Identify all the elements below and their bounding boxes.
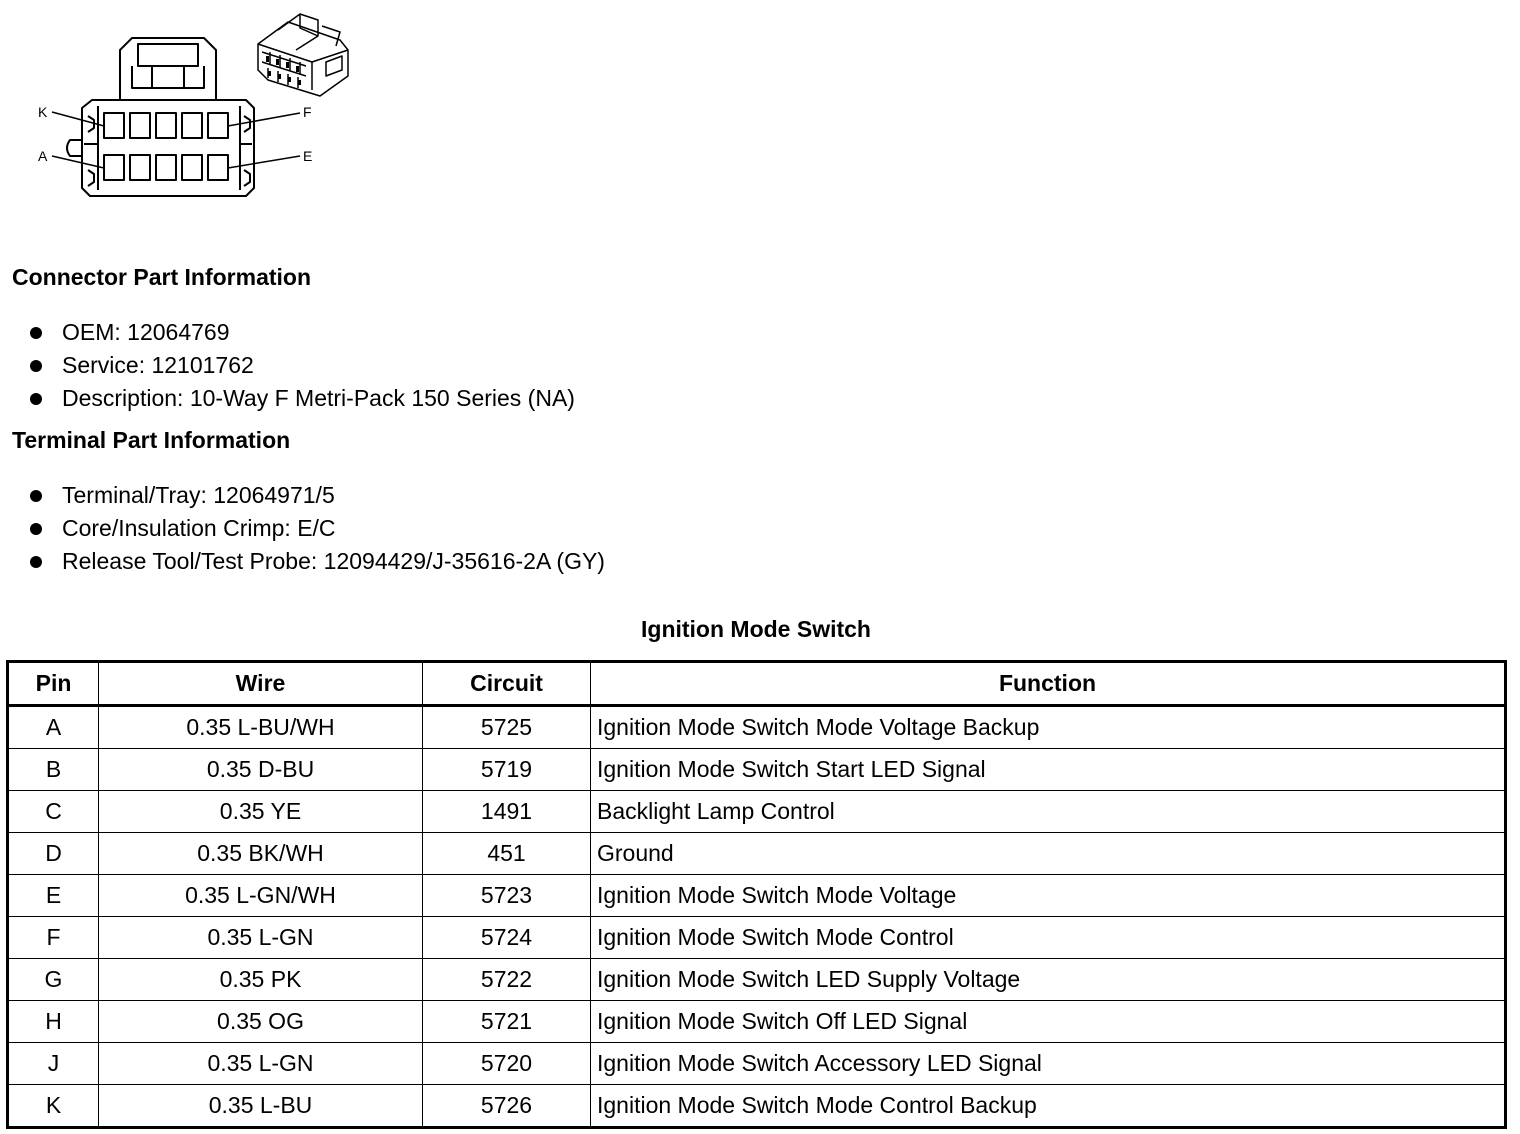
connector-face-view (67, 38, 254, 196)
terminal-part-info-list (28, 479, 605, 578)
list-item: Description: 10-Way F Metri-Pack 150 Series (NA) (28, 382, 575, 415)
circuit-cell: 5720 (423, 1043, 591, 1085)
wire-cell: 0.35 L-GN (99, 917, 423, 959)
pin-label-e: E (303, 148, 313, 164)
function-cell: Ground (591, 833, 1506, 875)
function-cell: Ignition Mode Switch Mode Control Backup (591, 1085, 1506, 1128)
list-item: Terminal/Tray: 12064971/5 (28, 479, 605, 512)
circuit-cell: 5726 (423, 1085, 591, 1128)
pin-cell: A (8, 706, 99, 749)
column-header-function: Function (591, 662, 1506, 706)
table-title: Ignition Mode Switch (641, 616, 871, 642)
wire-cell: 0.35 L-GN (99, 1043, 423, 1085)
list-item: Release Tool/Test Probe: 12094429/J-35616-2A (GY) (28, 545, 605, 578)
connector-diagram (0, 0, 370, 210)
function-cell: Backlight Lamp Control (591, 791, 1506, 833)
pin-cell: E (8, 875, 99, 917)
column-header-circuit: Circuit (423, 662, 591, 706)
function-cell: Ignition Mode Switch Mode Voltage (591, 875, 1506, 917)
table-row (8, 917, 1506, 959)
circuit-cell: 5723 (423, 875, 591, 917)
circuit-cell: 5719 (423, 749, 591, 791)
pinout-table (6, 660, 1507, 1129)
function-cell: Ignition Mode Switch LED Supply Voltage (591, 959, 1506, 1001)
pin-cell: B (8, 749, 99, 791)
circuit-cell: 5724 (423, 917, 591, 959)
pin-cell: H (8, 1001, 99, 1043)
circuit-cell: 5722 (423, 959, 591, 1001)
circuit-cell: 451 (423, 833, 591, 875)
function-cell: Ignition Mode Switch Mode Voltage Backup (591, 706, 1506, 749)
table-row (8, 749, 1506, 791)
circuit-cell: 5721 (423, 1001, 591, 1043)
connector-part-info-list (28, 316, 575, 415)
function-cell: Ignition Mode Switch Mode Control (591, 917, 1506, 959)
pin-cell: D (8, 833, 99, 875)
function-cell: Ignition Mode Switch Start LED Signal (591, 749, 1506, 791)
wire-cell: 0.35 BK/WH (99, 833, 423, 875)
list-item: Service: 12101762 (28, 349, 575, 382)
connector-part-info-heading: Connector Part Information (12, 264, 312, 290)
pin-label-a: A (38, 148, 48, 164)
table-row (8, 1001, 1506, 1043)
table-row (8, 833, 1506, 875)
function-cell: Ignition Mode Switch Off LED Signal (591, 1001, 1506, 1043)
list-item: Core/Insulation Crimp: E/C (28, 512, 605, 545)
wire-cell: 0.35 PK (99, 959, 423, 1001)
table-row (8, 959, 1506, 1001)
table-row (8, 1043, 1506, 1085)
wire-cell: 0.35 L-BU (99, 1085, 423, 1128)
pin-cell: C (8, 791, 99, 833)
table-row (8, 1085, 1506, 1128)
table-row (8, 791, 1506, 833)
wire-cell: 0.35 YE (99, 791, 423, 833)
wire-cell: 0.35 OG (99, 1001, 423, 1043)
pin-cell: F (8, 917, 99, 959)
pin-cell: J (8, 1043, 99, 1085)
table-row (8, 875, 1506, 917)
circuit-cell: 1491 (423, 791, 591, 833)
list-item: OEM: 12064769 (28, 316, 575, 349)
column-header-wire: Wire (99, 662, 423, 706)
connector-isometric-view (258, 14, 348, 96)
pin-cell: G (8, 959, 99, 1001)
circuit-cell: 5725 (423, 706, 591, 749)
pin-label-k: K (38, 104, 48, 120)
wire-cell: 0.35 D-BU (99, 749, 423, 791)
terminal-part-info-heading: Terminal Part Information (12, 427, 291, 453)
pin-label-f: F (303, 104, 312, 120)
wire-cell: 0.35 L-BU/WH (99, 706, 423, 749)
pin-cell: K (8, 1085, 99, 1128)
wire-cell: 0.35 L-GN/WH (99, 875, 423, 917)
table-row (8, 706, 1506, 749)
function-cell: Ignition Mode Switch Accessory LED Signal (591, 1043, 1506, 1085)
table-header-row (8, 662, 1506, 706)
column-header-pin: Pin (8, 662, 99, 706)
